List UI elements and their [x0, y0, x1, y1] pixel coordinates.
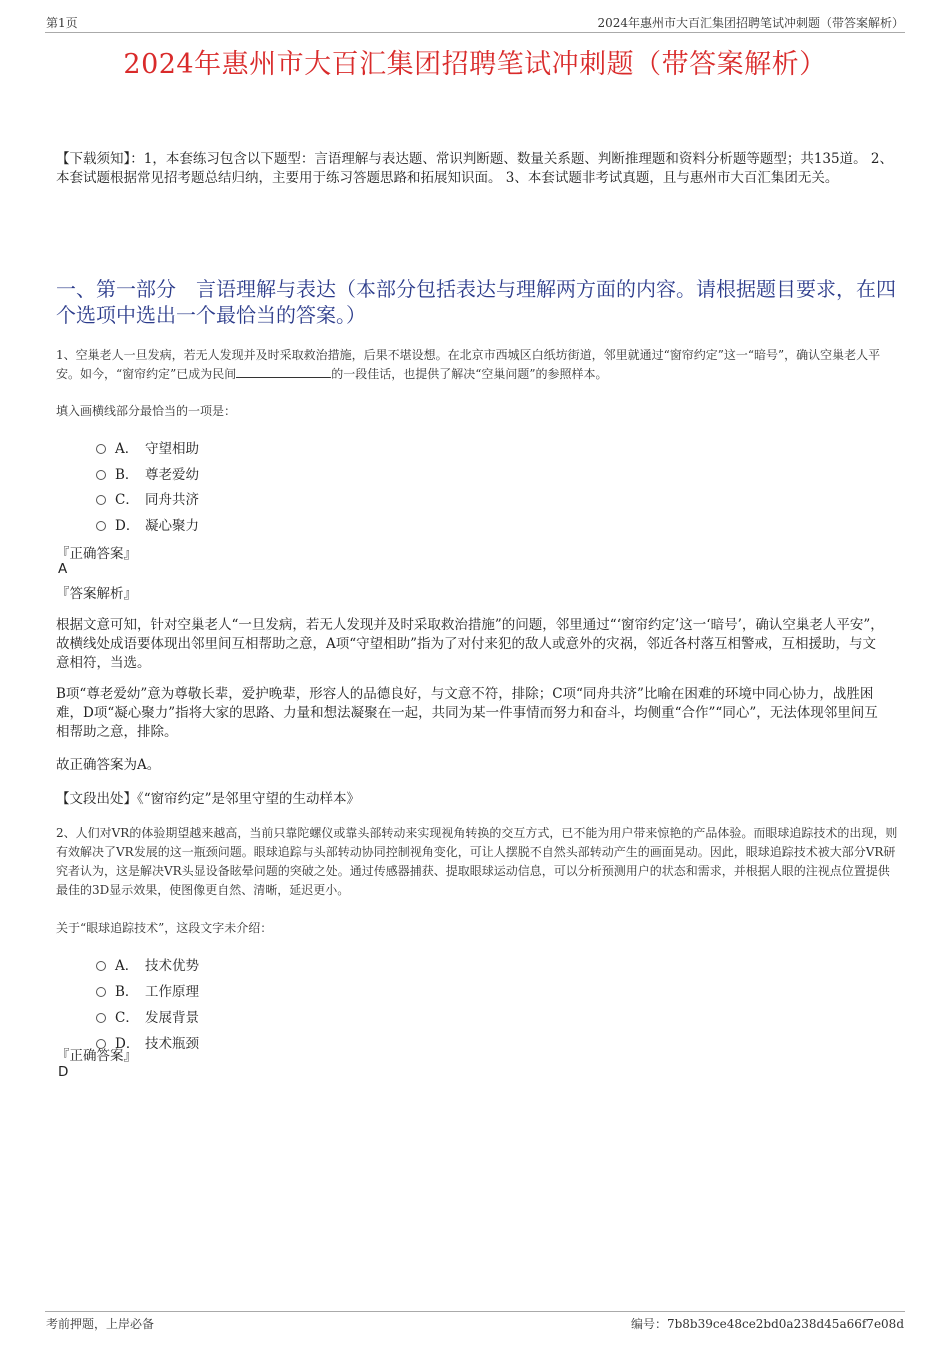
option-letter: C． [115, 492, 139, 508]
option-letter: B． [115, 467, 139, 483]
radio-button[interactable] [96, 1013, 106, 1023]
footer-slogan: 考前押题，上岸必备 [46, 1317, 155, 1331]
question-1 [56, 346, 901, 384]
analysis-paragraph-2: B项“尊老爱幼”意为尊敬长辈，爱护晚辈，形容人的品德良好，与文意不符，排除；C项“同舟共济”比喻在困难的环境中同心协力，战胜困难，D项“凝心聚力”指将大家的思路、力量和想法凝聚在一起，共同为某一件事情而努力和奋斗，均侧重“合作”“同心”，无法体现邻里间互相帮助之意，排除。 [56, 686, 878, 740]
analysis-conclusion: 故正确答案为A。 [56, 757, 161, 773]
radio-button[interactable] [96, 961, 106, 971]
radio-button[interactable] [96, 521, 106, 531]
option-letter: B． [115, 984, 139, 1000]
option-letter: A． [115, 958, 139, 974]
source-citation: 【文段出处】《“窗帘约定”是邻里守望的生动样本》 [56, 791, 361, 807]
option-text: 发展背景 [145, 1010, 199, 1026]
radio-button[interactable] [96, 987, 106, 997]
page-number: 第1页 [46, 16, 78, 30]
option-a[interactable] [96, 954, 199, 974]
header-divider [45, 32, 905, 33]
radio-button[interactable] [96, 495, 106, 505]
fill-blank [236, 365, 331, 378]
analysis-paragraph-1: 根据文意可知，针对空巢老人“一旦发病，若无人发现并及时采取救治措施”的问题，邻里通过“‘窗帘约定’这一‘暗号’，确认空巢老人平安”，故横线处成语要体现出邻里间互相帮助之意，A项“守望相助”指为了对付来犯的敌人或意外的灾祸，邻近各村落互相警戒，互相援助，与文意相符，当选。 [56, 617, 884, 671]
question-2: 2、人们对VR的体验期望越来越高，当前只靠陀螺仪或靠头部转动来实现视角转换的交互方式，已不能为用户带来惊艳的产品体验。而眼球追踪技术的出现，则有效解决了VR发展的这一瓶颈问题。眼球追踪与头部转动协同控制视角变化，可让人摆脱不自然头部转动产生的画面晃动。因此，眼球追踪技术被大部分VR研究者认为，这是解决VR头显设备眩晕问题的突破之处。通过传感器捕获、提取眼球运动信息，可以分析预测用户的状态和需求，并根据人眼的注视点位置提供最佳的3D显示效果，使图像更自然、清晰，延迟更小。 [56, 826, 898, 897]
option-b[interactable] [96, 463, 199, 483]
option-text: 技术优势 [145, 958, 199, 974]
question-1-prompt: 填入画横线部分最恰当的一项是： [56, 404, 237, 418]
radio-button[interactable] [96, 470, 106, 480]
question-1-text-a: 1、空巢老人一旦发病，若无人发现并及时采取救治措施，后果不堪设想。在北京市西城区白纸坊街道，邻里就通过“窗帘约定”这一“暗号”，确认空巢老人平安。如今，“窗帘约定”已成为民间 [56, 348, 881, 381]
document-title: 2024年惠州市大百汇集团招聘笔试冲刺题（带答案解析） [123, 49, 827, 80]
radio-button[interactable] [96, 444, 106, 454]
option-d[interactable] [96, 514, 199, 534]
question-2-prompt: 关于“眼球追踪技术”，这段文字未介绍： [56, 921, 273, 935]
question-1-text-b: 的一段佳话，也提供了解决“空巢问题”的参照样本。 [331, 367, 608, 381]
option-a[interactable] [96, 437, 199, 457]
footer-divider [45, 1311, 905, 1312]
option-c[interactable] [96, 488, 199, 508]
option-text: 守望相助 [145, 441, 199, 457]
answer-value: A [58, 561, 68, 577]
option-text: 凝心聚力 [145, 518, 199, 534]
option-letter: D． [115, 1036, 140, 1052]
option-b[interactable] [96, 980, 199, 1000]
download-notice: 【下载须知】：1，本套练习包含以下题型：言语理解与表达题、常识判断题、数量关系题、判断推理题和资料分析题等题型；共135道。 2、本套试题根据常见招考题总结归纳，主要用于练习答题思路和拓展知识面。 3、本套试题非考试真题，且与惠州市大百汇集团无关。 [56, 151, 893, 186]
option-text: 尊老爱幼 [145, 467, 199, 483]
option-text: 技术瓶颈 [145, 1036, 199, 1052]
option-c[interactable] [96, 1006, 199, 1026]
option-letter: A． [115, 441, 139, 457]
analysis-label: 『答案解析』 [56, 586, 137, 602]
answer-label: 『正确答案』 [56, 1048, 137, 1064]
section-title: 一、第一部分 言语理解与表达（本部分包括表达与理解两方面的内容。请根据题目要求，在四个选项中选出一个最恰当的答案。） [56, 277, 896, 327]
running-title: 2024年惠州市大百汇集团招聘笔试冲刺题（带答案解析） [597, 16, 904, 30]
option-letter: C． [115, 1010, 139, 1026]
document-id: 编号：7b8b39ce48ce2bd0a238d45a66f7e08d [630, 1317, 904, 1331]
option-letter: D． [115, 518, 140, 534]
option-text: 工作原理 [145, 984, 199, 1000]
answer-label: 『正确答案』 [56, 546, 137, 562]
answer-value: D [58, 1064, 69, 1080]
option-text: 同舟共济 [145, 492, 199, 508]
